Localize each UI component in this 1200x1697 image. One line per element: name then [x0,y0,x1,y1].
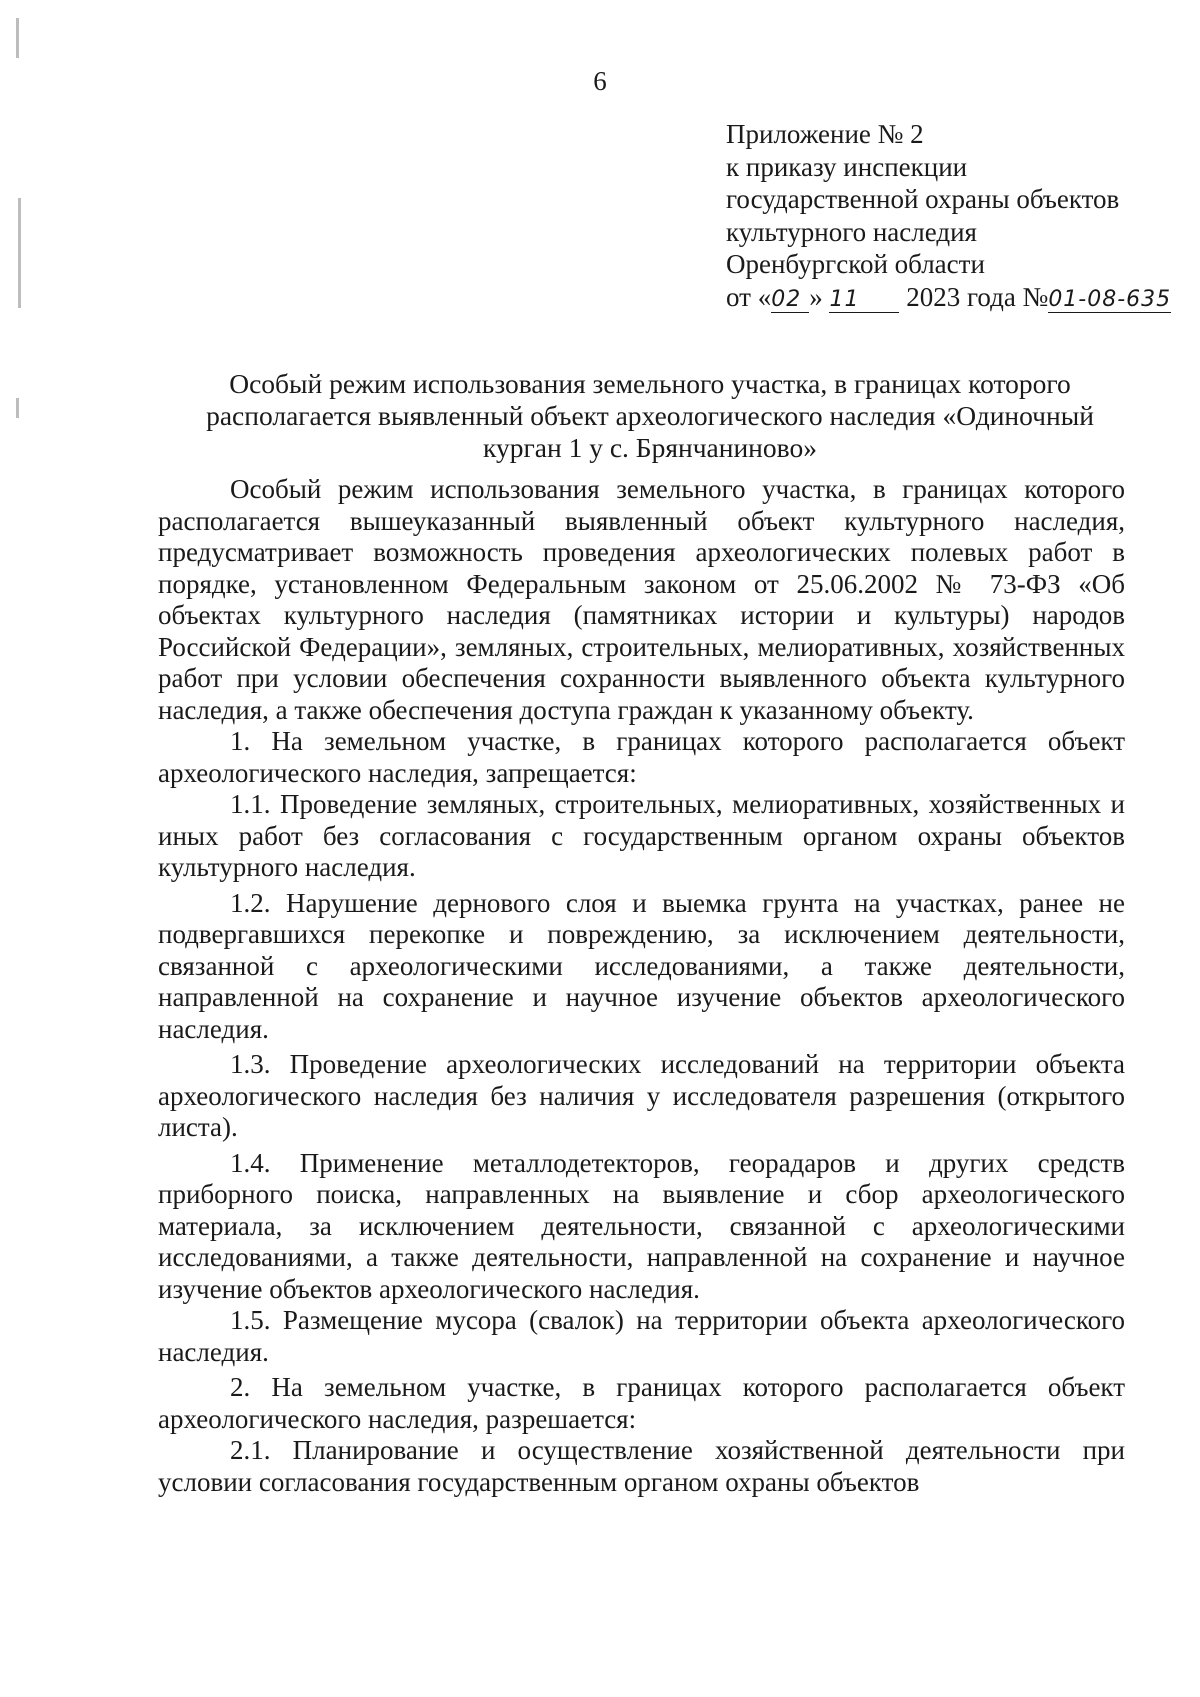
scan-mark [16,18,19,58]
scan-mark [18,198,21,308]
paragraph-1-1: 1.1. Проведение земляных, строительных, мелиоративных, хозяйственных и иных работ без согласования с государственным органом охраны объектов культурного наследия. [158,789,1125,882]
paragraph-1-5: 1.5. Размещение мусора (свалок) на территории объекта археологического наследия. [158,1305,1125,1367]
handwritten-month: 11 [829,288,899,313]
document-body [158,474,1125,1498]
appendix-line: Оренбургской области [726,249,985,279]
paragraph-2-1: 2.1. Планирование и осуществление хозяйственной деятельности при условии согласования государственным органом охраны объектов [158,1435,1125,1497]
appendix-line: Приложение № 2 [726,119,924,149]
page-number: 6 [593,66,607,96]
handwritten-day: 02 [771,288,809,313]
appendix-header [726,118,1171,313]
paragraph-1-4: 1.4. Применение металлодетекторов, георадаров и других средств приборного поиска, направленных на выявление и сбор археологического материала, за исключением деятельности, связанной с археологическими исследованиями, а также деятельности, направленной на сохранение и научное изучение объектов археологического наследия. [158,1147,1125,1304]
handwritten-order-number: 01-08-635 [1048,286,1172,312]
document-title: Особый режим использования земельного участка, в границах которого располагается выявленный объект археологического наследия «Одиночный курган 1 у с. Брянчаниново» [206,368,1094,463]
date-prefix: от « [726,281,772,312]
appendix-line: к приказу инспекции [726,151,968,182]
appendix-date-line [726,281,1171,314]
scan-mark [16,398,19,418]
paragraph-1: 1. На земельном участке, в границах которого располагается объект археологического наследия, запрещается: [158,726,1125,788]
date-year: 2023 года № [899,281,1049,312]
date-mid: » [809,281,830,312]
paragraph-2: 2. На земельном участке, в границах которого располагается объект археологического наследия, разрешается: [158,1372,1125,1434]
appendix-line: государственной охраны объектов [726,184,1120,214]
paragraph-1-3: 1.3. Проведение археологических исследований на территории объекта археологического наследия без наличия у исследователя разрешения (открытого листа). [158,1049,1125,1142]
paragraph-1-2: 1.2. Нарушение дернового слоя и выемка грунта на участках, ранее не подвергавшихся перекопке и повреждению, за исключением деятельности, связанной с археологическими исследованиями, а также деятельности, направленной на сохранение и научное изучение объектов археологического наследия. [158,887,1125,1044]
intro-paragraph: Особый режим использования земельного участка, в границах которого располагается вышеуказанный выявленный объект культурного наследия, предусматривает возможность проведения археологических полевых работ в порядке, установленном Федеральным законом от 25.06.2002 № 73-ФЗ «Об объектах культурного наследия (памятниках истории и культуры) народов Российской Федерации», земляных, строительных, мелиоративных, хозяйственных работ при условии обеспечения сохранности выявленного объекта культурного наследия, а также обеспечения доступа граждан к указанному объекту. [158,474,1125,725]
appendix-line: культурного наследия [726,216,977,247]
